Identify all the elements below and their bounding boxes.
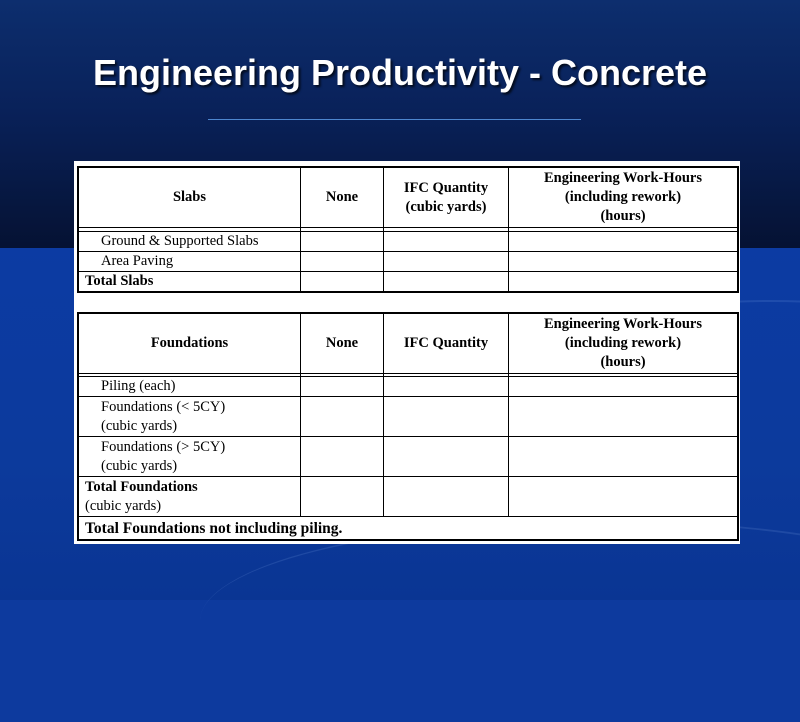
row-label-line2: (cubic yards) <box>85 497 162 514</box>
slide-title: Engineering Productivity - Concrete <box>92 52 708 93</box>
row-label: Area Paving <box>79 252 301 272</box>
slabs-header-category: Slabs <box>79 168 301 228</box>
cell-quantity <box>384 397 509 437</box>
slabs-header-hours <box>509 168 738 228</box>
slabs-table <box>78 167 738 292</box>
table-row <box>79 377 738 397</box>
table-document <box>74 161 740 544</box>
row-label: Total Slabs <box>79 272 301 292</box>
foundations-header-category: Foundations <box>79 314 301 374</box>
foundations-header-row <box>79 314 738 374</box>
table-row-total <box>79 272 738 292</box>
foundations-table <box>78 313 738 540</box>
cell-none <box>301 232 384 252</box>
foundations-header-hours <box>509 314 738 374</box>
slabs-header-hours-line3: (hours) <box>600 208 646 224</box>
cell-hours <box>509 232 738 252</box>
table-footer-row <box>79 517 738 540</box>
slabs-header-quantity-line2: (cubic yards) <box>405 198 487 215</box>
cell-hours <box>509 477 738 517</box>
cell-hours <box>509 377 738 397</box>
title-underline <box>208 119 581 120</box>
row-label-line1: Total Foundations <box>85 478 198 495</box>
table-row <box>79 232 738 252</box>
cell-none <box>301 397 384 437</box>
cell-quantity <box>384 437 509 477</box>
table-row <box>79 397 738 437</box>
foundations-header-hours-line2: (including rework) <box>564 335 682 351</box>
cell-quantity <box>384 272 509 292</box>
foundations-header-none: None <box>301 314 384 374</box>
foundations-header-hours-line1: Engineering Work-Hours <box>543 316 703 332</box>
table-row-total <box>79 477 738 517</box>
row-label: Ground & Supported Slabs <box>79 232 301 252</box>
row-label <box>79 397 301 437</box>
cell-hours <box>509 252 738 272</box>
slabs-header-quantity <box>384 168 509 228</box>
slabs-header-hours-line2: (including rework) <box>564 189 682 205</box>
slabs-header-hours-line1: Engineering Work-Hours <box>543 170 703 186</box>
cell-none <box>301 272 384 292</box>
cell-hours <box>509 272 738 292</box>
slabs-header-none: None <box>301 168 384 228</box>
table-row <box>79 252 738 272</box>
footer-note: Total Foundations not including piling. <box>79 517 738 540</box>
cell-none <box>301 252 384 272</box>
table-row <box>79 437 738 477</box>
cell-quantity <box>384 377 509 397</box>
row-label <box>79 477 301 517</box>
row-label-line2: (cubic yards) <box>101 417 178 434</box>
row-label: Piling (each) <box>79 377 301 397</box>
row-label-line1: Foundations (< 5CY) <box>101 398 226 415</box>
slabs-header-quantity-line1: IFC Quantity <box>403 179 489 196</box>
cell-hours <box>509 397 738 437</box>
slabs-header-row <box>79 168 738 228</box>
cell-none <box>301 437 384 477</box>
foundations-header-quantity: IFC Quantity <box>384 314 509 374</box>
cell-quantity <box>384 252 509 272</box>
cell-quantity <box>384 232 509 252</box>
foundations-header-hours-line3: (hours) <box>600 354 646 370</box>
row-label-line1: Foundations (> 5CY) <box>101 438 226 455</box>
cell-none <box>301 377 384 397</box>
cell-quantity <box>384 477 509 517</box>
cell-hours <box>509 437 738 477</box>
cell-none <box>301 477 384 517</box>
row-label <box>79 437 301 477</box>
row-label-line2: (cubic yards) <box>101 457 178 474</box>
